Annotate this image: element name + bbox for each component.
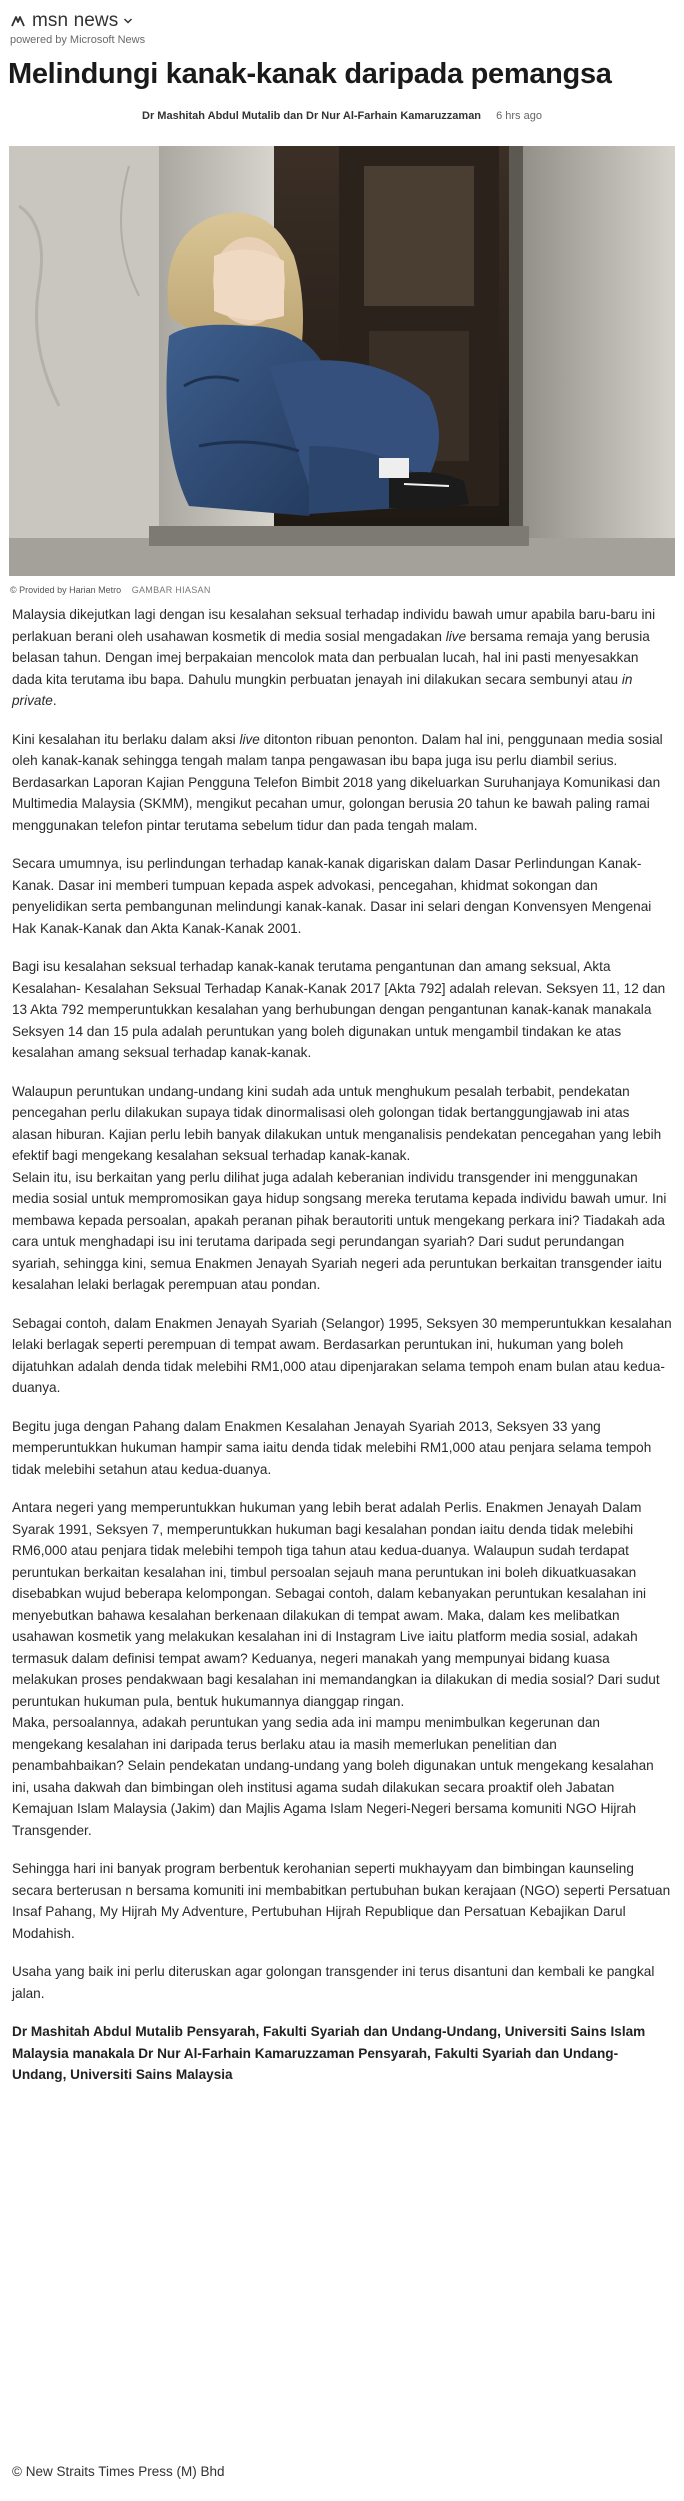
paragraph (12, 729, 672, 837)
paragraph-text: . (52, 693, 57, 708)
image-tag: GAMBAR HIASAN (131, 585, 211, 595)
paragraph: Antara negeri yang memperuntukkan hukuman yang lebih berat adalah Perlis. Enakmen Jenayah Dalam Syarak 1991, Seksyen 7, memperuntukkan hukuman bagi kesalahan pondan iaitu denda tidak melebihi RM6,000 atau penjara tidak melebihi tempoh tiga tahun atau kedua-duanya. Walaupun sudah terdapat peruntukan berkaitan kesalahan ini, timbul persoalan sejauh mana peruntukan ini boleh dikuatkuasakan disebabkan wujud beberapa kelompongan. Sebagai contoh, dalam kebanyakan peruntukan kesalahan ini menyebutkan bahawa kesalahan berkenaan dilakukan di tempat awam. Maka, dalam kes melibatkan usahawan kosmetik yang melakukan kesalahan ini di Instagram Live iaitu platform media sosial, adakah termasuk dalam definisi tempat awam? Keduanya, negeri manakah yang mempunyai bidang kuasa melakukan proses pendakwaan bagi kesalahan ini memandangkan ia dilakukan di media sosial? Dari sudut peruntukan hukuman pula, bentuk hukumannya dianggap ringan. (12, 1500, 660, 1709)
image-credit: © Provided by Harian Metro (10, 585, 122, 595)
paragraph-italic: live (445, 628, 467, 644)
byline (0, 110, 684, 122)
paragraph: Bagi isu kesalahan seksual terhadap kanak-kanak terutama pengantunan dan amang seksual, Akta Kesalahan- Kesalahan Seksual Terhadap Kanak-Kanak 2017 [Akta 792] adalah relevan. Seksyen 11, 12 dan 13 Akta 792 memperuntukkan kesalahan yang berhubungan dengan pengantunan kanak-kanak manakala Seksyen 14 dan 15 pula adalah peruntukan yang boleh digunakan untuk mengambil tindakan ke atas kesalahan amang seksual terhadap kanak-kanak. (12, 959, 666, 1060)
hero-photo-illustration (9, 146, 675, 576)
paragraph (12, 604, 672, 712)
paragraph: Secara umumnya, isu perlindungan terhadap kanak-kanak digariskan dalam Dasar Perlindungan Kanak-Kanak. Dasar ini memberi tumpuan kepada aspek advokasi, pencegahan, khidmat sokongan dan penyelidikan serta pembangunan melindungi kanak-kanak. Dasar ini selari dengan Konvensyen Mengenai Hak Kanak-Kanak dan Akta Kanak-Kanak 2001. (12, 856, 652, 936)
paragraph: Sehingga hari ini banyak program berbentuk kerohanian seperti mukhayyam dan bimbingan kaunseling secara berterusan n bersama komuniti ini membabitkan pertubuhan bukan kerajaan (NGO) seperti Persatuan Insaf Pahang, My Hijrah My Adventure, Pertubuhan Hijrah Republique dan Persatuan Kebajikan Darul Modahish. (12, 1861, 671, 1941)
brand-row[interactable] (10, 10, 145, 32)
powered-by: powered by Microsoft News (10, 34, 146, 46)
paragraph-text: bersama remaja yang berusia belasan tahun. Dengan imej berpakaian mencolok mata dan perbualan lucah, hal ini pasti menyesakkan dada kita terutama ibu bapa. Dahulu mungkin perbuatan jenayah ini dilakukan secara sembunyi atau (12, 628, 650, 687)
paragraph-text: Malaysia dikejutkan lagi dengan isu kesalahan seksual terhadap individu bawah umur apabila baru-baru ini perlakuan berani oleh usahawan kosmetik di media sosial mengadakan (12, 607, 656, 644)
article-body (12, 604, 672, 2103)
brand-name: msn news (32, 10, 119, 31)
paragraph-italic: in private (12, 671, 633, 708)
copyright: © New Straits Times Press (M) Bhd (12, 2464, 225, 2479)
paragraph: Selain itu, isu berkaitan yang perlu dilihat juga adalah keberanian individu transgender ini menggunakan media sosial untuk mempromosikan gaya hidup songsang mereka terutama kepada individu bawah umur. Ini membawa kepada persoalan, apakah peranan pihak berautoriti untuk mengekang perkara ini? Tiadakah ada cara untuk menghadapi isu ini terutama daripada segi perundangan syariah? Dari sudut perundangan syariah, sehingga kini, semua Enakmen Jenayah Syariah negeri ada peruntukan berkaitan transgender iaitu kesalahan lelaki berlagak perempuan atau pondan. (12, 1169, 667, 1292)
chevron-down-icon[interactable] (123, 16, 133, 26)
publish-time: 6 hrs ago (496, 110, 542, 122)
paragraph: Maka, persoalannya, adakah peruntukan yang sedia ada ini mampu menimbulkan kegerunan dan mengekang kesalahan ini daripada terus berlaku atau ia masih memerlukan penelitian dan penambahbaikan? Selain pendekatan undang-undang yang boleh digunakan untuk mengekang kesalahan ini, usaha dakwah dan bimbingan oleh institusi agama sudah dilakukan secara proaktif oleh Jabatan Kemajuan Islam Malaysia (Jakim) dan Majlis Agama Islam Negeri-Negeri bersama komuniti NGO Hijrah Transgender. (12, 1715, 654, 1838)
author-bio: Dr Mashitah Abdul Mutalib Pensyarah, Fakulti Syariah dan Undang-Undang, Universiti Sains Islam Malaysia manakala Dr Nur Al-Farhain Kamaruzzaman Pensyarah, Fakulti Syariah dan Undang-Undang, Universiti Sains Malaysia (12, 2024, 646, 2082)
header (10, 10, 145, 46)
article-title: Melindungi kanak-kanak daripada pemangsa (8, 58, 612, 90)
paragraph: Usaha yang baik ini perlu diteruskan agar golongan transgender ini terus disantuni dan kembali ke pangkal jalan. (12, 1964, 655, 2001)
paragraph-italic: live (239, 731, 260, 747)
paragraph-text: Kini kesalahan itu berlaku dalam aksi (12, 731, 240, 747)
article-authors[interactable]: Dr Mashitah Abdul Mutalib dan Dr Nur Al-Farhain Kamaruzzaman (142, 110, 482, 122)
msn-logo-icon (10, 13, 26, 29)
image-caption (10, 585, 211, 595)
paragraph: Walaupun peruntukan undang-undang kini sudah ada untuk menghukum pesalah terbabit, pendekatan pencegahan perlu dilakukan supaya tidak dinormalisasi oleh golongan tidak bertanggungjawab ini atas alasan hiburan. Kajian perlu lebih banyak dilakukan untuk menganalisis pendekatan pencegahan yang lebih efektif bagi mengekang kesalahan seksual terhadap kanak-kanak. (12, 1083, 662, 1163)
hero-image[interactable] (9, 146, 675, 576)
paragraph: Sebagai contoh, dalam Enakmen Jenayah Syariah (Selangor) 1995, Seksyen 30 memperuntukkan kesalahan lelaki berlagak seperti perempuan di tempat awam. Berdasarkan peruntukan ini, hukuman yang boleh dijatuhkan adalah denda tidak melebihi RM1,000 atau dipenjarakan selama tempoh enam bulan atau kedua-duanya. (12, 1315, 672, 1395)
paragraph-text: ditonton ribuan penonton. Dalam hal ini, penggunaan media sosial oleh kanak-kanak sehingga tengah malam tanpa pengawasan ibu bapa juga isu perlu diambil serius. Berdasarkan Laporan Kajian Pengguna Telefon Bimbit 2018 yang dikeluarkan Suruhanjaya Komunikasi dan Multimedia Malaysia (SKMM), mengikut pecahan umur, golongan berusia 20 tahun ke bawah paling ramai menggunakan telefon pintar terutama sebelum tidur dan pada tengah malam. (12, 731, 663, 833)
paragraph: Begitu juga dengan Pahang dalam Enakmen Kesalahan Jenayah Syariah 2013, Seksyen 33 yang memperuntukkan hukuman hampir sama iaitu denda tidak melebihi RM1,000 atau penjara selama tempoh tidak melebihi setahun atau kedua-duanya. (12, 1418, 652, 1477)
